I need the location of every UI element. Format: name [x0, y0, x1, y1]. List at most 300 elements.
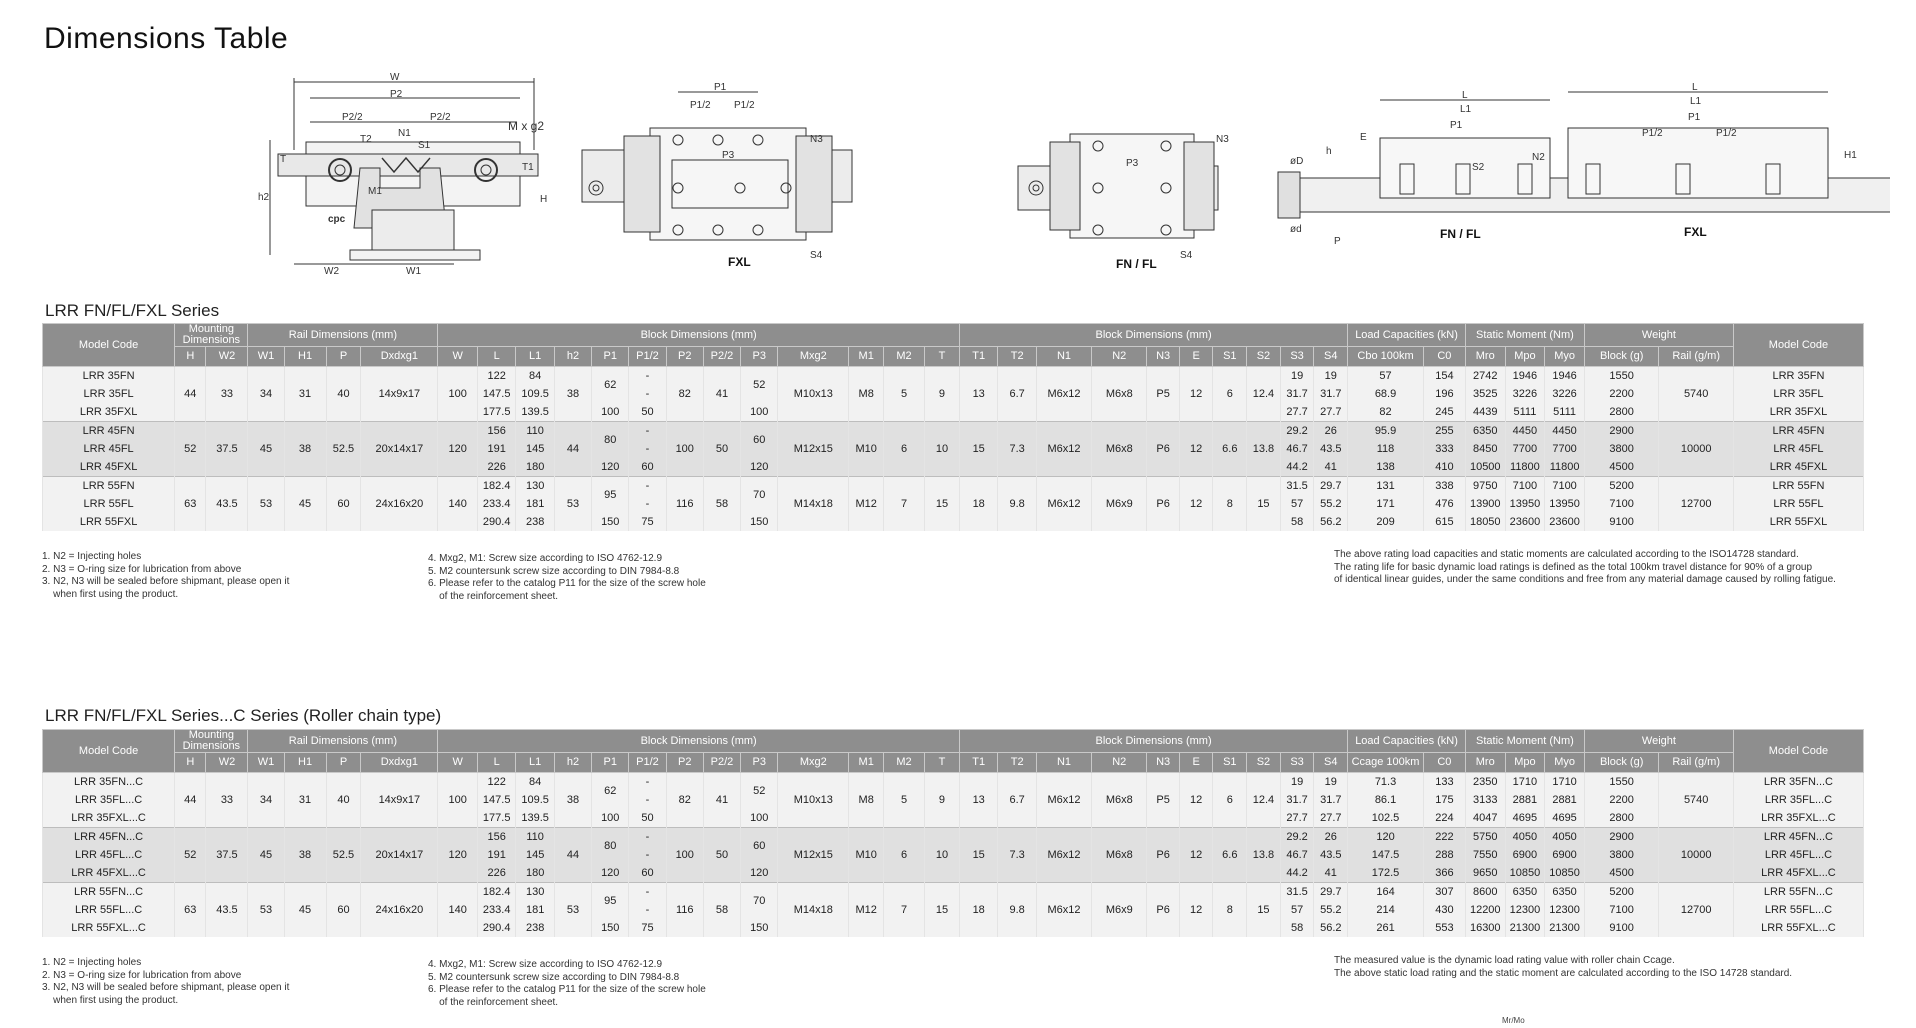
header-col-26: S2 [1247, 347, 1281, 367]
note-line: 2. N3 = O-ring size for lubrication from above [42, 563, 242, 575]
dimensions-table-2 [42, 729, 1864, 937]
note-line: 5. M2 countersunk screw size according to DIN 7984-8.8 [428, 971, 680, 983]
header-col-1: W2 [206, 753, 248, 773]
model-code-cell-right: LRR 45FN...C [1733, 828, 1863, 847]
header-col-4: P [326, 347, 361, 367]
cell-L: 226 [477, 864, 515, 883]
cell-Mro: 4047 [1465, 809, 1505, 828]
cell-C0: 476 [1423, 495, 1465, 513]
cell-P: 52.5 [326, 828, 361, 883]
dim-label-P2-half-left: P2/2 [342, 112, 363, 123]
header-col-21: N1 [1036, 753, 1091, 773]
dim-label-P2-half-right: P2/2 [430, 112, 451, 123]
front-view-drawing [258, 72, 547, 277]
cell-W2: 33 [206, 773, 248, 828]
cell-block-weight: 2800 [1584, 809, 1659, 828]
cell-S3: 19 [1280, 367, 1314, 386]
cell-S4: 31.7 [1314, 791, 1348, 809]
cell-Dxdxg1: 20x14x17 [361, 422, 438, 477]
cell-L: 156 [477, 422, 515, 441]
cell-W1: 53 [248, 477, 284, 532]
dim-label-d: ød [1290, 224, 1302, 235]
cell-S1: 6.6 [1213, 828, 1247, 883]
cell-P2: 116 [666, 477, 703, 532]
cell-L1: 130 [516, 477, 554, 496]
cell-T2: 9.8 [998, 883, 1036, 938]
cell-C0: 307 [1423, 883, 1465, 902]
cell-h2: 38 [554, 773, 591, 828]
cell-S3: 27.7 [1280, 403, 1314, 422]
cell-S4: 26 [1314, 422, 1348, 441]
cell-C0: 410 [1423, 458, 1465, 477]
header-col-30: C0 [1423, 347, 1465, 367]
cell-P1-half: - [629, 367, 666, 386]
cell-N3: P5 [1147, 367, 1179, 422]
cell-C0: 154 [1423, 367, 1465, 386]
header-col-25: S1 [1213, 347, 1247, 367]
cell-Mro: 3133 [1465, 791, 1505, 809]
cell-Mro: 18050 [1465, 513, 1505, 531]
cell-T2: 6.7 [998, 773, 1036, 828]
cell-Myo: 10850 [1545, 864, 1585, 883]
cell-S3: 19 [1280, 773, 1314, 792]
cell-Mxg2: M10x13 [778, 367, 849, 422]
header-col-9: h2 [554, 753, 591, 773]
model-code-cell-right: LRR 55FL...C [1733, 901, 1863, 919]
cell-S3: 31.7 [1280, 385, 1314, 403]
cell-L1: 130 [516, 883, 554, 902]
cell-W: 140 [438, 477, 478, 532]
header-col-30: C0 [1423, 753, 1465, 773]
header-col-35: Rail (g/m) [1659, 347, 1734, 367]
cell-Dxdxg1: 14x9x17 [361, 773, 438, 828]
cell-Mro: 6350 [1465, 422, 1505, 441]
cell-C: 95.9 [1348, 422, 1424, 441]
cell-E: 12 [1179, 422, 1213, 477]
header-col-8: L1 [516, 753, 554, 773]
cell-Mro: 3525 [1465, 385, 1505, 403]
cell-h2: 53 [554, 883, 591, 938]
header-col-17: M2 [884, 753, 925, 773]
cell-L1: 109.5 [516, 385, 554, 403]
note-line: 4. Mxg2, M1: Screw size according to ISO 4762-12.9 [428, 959, 662, 970]
cell-L: 290.4 [477, 919, 515, 937]
cell-S4: 27.7 [1314, 809, 1348, 828]
note-line: when first using the product. [42, 994, 179, 1006]
cell-P3: 120 [741, 458, 778, 477]
cell-Myo: 3226 [1545, 385, 1585, 403]
cell-Mro: 9650 [1465, 864, 1505, 883]
cell-S1: 8 [1213, 883, 1247, 938]
cell-T1: 15 [959, 422, 997, 477]
cell-Myo: 1946 [1545, 367, 1585, 386]
note-line: 1. N2 = Injecting holes [42, 957, 142, 968]
cell-P2-half: 41 [703, 367, 740, 422]
cell-W2: 37.5 [206, 422, 248, 477]
cell-E: 12 [1179, 883, 1213, 938]
header-col-3: H1 [284, 753, 326, 773]
header-col-25: S1 [1213, 753, 1247, 773]
cell-P1-half: - [629, 422, 666, 441]
cell-block-weight: 2800 [1584, 403, 1659, 422]
cell-P: 40 [326, 773, 361, 828]
header-col-16: M1 [849, 347, 884, 367]
cell-C0: 333 [1423, 440, 1465, 458]
cell-N2: M6x8 [1092, 773, 1147, 828]
cell-S4: 55.2 [1314, 901, 1348, 919]
cell-M2: 5 [884, 773, 925, 828]
cell-W1: 34 [248, 773, 284, 828]
cell-P1: 120 [592, 864, 629, 883]
cell-P1: 120 [592, 458, 629, 477]
header-col-35: Rail (g/m) [1659, 753, 1734, 773]
model-code-cell: LRR 35FXL...C [43, 809, 175, 828]
model-code-cell: LRR 55FL...C [43, 901, 175, 919]
cell-L: 191 [477, 440, 515, 458]
header-mounting: Mounting Dimensions [175, 324, 248, 347]
cell-N1: M6x12 [1036, 422, 1091, 477]
dim-label-S2: S2 [1472, 162, 1485, 173]
cell-N1: M6x12 [1036, 477, 1091, 532]
header-col-17: M2 [884, 347, 925, 367]
header-col-22: N2 [1092, 347, 1147, 367]
cell-P2-half: 50 [703, 422, 740, 477]
cell-rail-weight: 12700 [1659, 477, 1734, 532]
dim-label-P1-fxl: P1 [1688, 112, 1701, 123]
fn-top-view-drawing [1018, 134, 1229, 271]
cell-L: 156 [477, 828, 515, 847]
cell-S4: 26 [1314, 828, 1348, 847]
cell-L: 177.5 [477, 403, 515, 422]
cell-block-weight: 7100 [1584, 495, 1659, 513]
cell-L: 182.4 [477, 477, 515, 496]
table1-title: LRR FN/FL/FXL Series [45, 301, 220, 320]
cell-E: 12 [1179, 477, 1213, 532]
cell-S4: 41 [1314, 864, 1348, 883]
dim-label-T: T [280, 154, 287, 165]
header-block-2: Block Dimensions (mm) [959, 730, 1347, 753]
header-col-24: E [1179, 347, 1213, 367]
header-rail: Rail Dimensions (mm) [248, 324, 438, 347]
cell-W1: 34 [248, 367, 284, 422]
cell-Myo: 6350 [1545, 883, 1585, 902]
cell-C: 118 [1348, 440, 1424, 458]
header-col-5: Dxdxg1 [361, 347, 438, 367]
table2-notes-right [1334, 955, 1792, 980]
cell-T: 10 [924, 828, 959, 883]
cell-Mpo: 7100 [1505, 477, 1545, 496]
cell-C: 147.5 [1348, 846, 1424, 864]
cell-rail-weight: 5740 [1659, 367, 1734, 422]
page-title: Dimensions Table [44, 22, 289, 55]
dim-label-E: E [1360, 132, 1367, 143]
header-load: Load Capacities (kN) [1348, 730, 1466, 753]
cell-P1-half: - [629, 440, 666, 458]
cell-S4: 19 [1314, 773, 1348, 792]
cell-Myo: 7100 [1545, 477, 1585, 496]
cell-P1: 95 [592, 477, 629, 514]
cell-block-weight: 2900 [1584, 828, 1659, 847]
cell-N3: P6 [1147, 477, 1179, 532]
cell-Mpo: 4050 [1505, 828, 1545, 847]
cell-M2: 7 [884, 883, 925, 938]
cell-S3: 57 [1280, 495, 1314, 513]
cell-W2: 33 [206, 367, 248, 422]
cell-Myo: 7700 [1545, 440, 1585, 458]
dim-label-N3: N3 [810, 134, 823, 145]
header-rail: Rail Dimensions (mm) [248, 730, 438, 753]
cell-C: 57 [1348, 367, 1424, 386]
cell-Mpo: 1946 [1505, 367, 1545, 386]
cell-E: 12 [1179, 367, 1213, 422]
cell-C: 138 [1348, 458, 1424, 477]
cell-S4: 56.2 [1314, 919, 1348, 937]
header-col-10: P1 [592, 753, 629, 773]
cell-L: 233.4 [477, 901, 515, 919]
header-col-33: Myo [1545, 753, 1585, 773]
cell-P1: 150 [592, 513, 629, 531]
cell-T1: 15 [959, 828, 997, 883]
cell-M2: 5 [884, 367, 925, 422]
fn-caption: FN / FL [1116, 257, 1157, 271]
cell-H1: 38 [284, 828, 326, 883]
note-line: of the reinforcement sheet. [428, 590, 559, 602]
header-col-23: N3 [1147, 753, 1179, 773]
cell-S4: 29.7 [1314, 477, 1348, 496]
cell-P3: 150 [741, 513, 778, 531]
dim-label-S4-fn: S4 [1180, 250, 1193, 261]
dim-label-L1-fxl: L1 [1690, 96, 1702, 107]
cell-P1-half: - [629, 791, 666, 809]
header-col-9: h2 [554, 347, 591, 367]
header-col-12: P2 [666, 753, 703, 773]
dim-label-P1-half-a: P1/2 [690, 100, 711, 111]
cell-Mpo: 1710 [1505, 773, 1545, 792]
header-col-4: P [326, 753, 361, 773]
cell-Mpo: 12300 [1505, 901, 1545, 919]
cell-P2: 100 [666, 828, 703, 883]
cell-P2: 100 [666, 422, 703, 477]
table-row [43, 773, 1864, 792]
header-col-16: M1 [849, 753, 884, 773]
cell-Mpo: 7700 [1505, 440, 1545, 458]
cell-S2: 12.4 [1247, 773, 1281, 828]
cell-P1-half: - [629, 477, 666, 496]
cell-H1: 38 [284, 422, 326, 477]
header-col-13: P2/2 [703, 347, 740, 367]
note-line: of identical linear guides, under the same conditions and free from any material damage caused by rolling fatigue. [1334, 574, 1836, 586]
cell-M1: M12 [849, 883, 884, 938]
dim-label-P-side: P [1334, 236, 1341, 247]
cell-W: 140 [438, 883, 478, 938]
cell-S1: 6 [1213, 367, 1247, 422]
table2-notes-left [42, 957, 289, 1007]
cell-W2: 43.5 [206, 477, 248, 532]
cell-E: 12 [1179, 828, 1213, 883]
model-code-cell-right: LRR 55FN...C [1733, 883, 1863, 902]
header-col-11: P1/2 [629, 347, 666, 367]
cell-P1-half: - [629, 883, 666, 902]
cpc-logo: cpc [328, 214, 346, 225]
header-mounting: Mounting Dimensions [175, 730, 248, 753]
cell-Myo: 1710 [1545, 773, 1585, 792]
cell-block-weight: 4500 [1584, 458, 1659, 477]
header-col-3: H1 [284, 347, 326, 367]
cell-Mpo: 3226 [1505, 385, 1545, 403]
cell-C: 214 [1348, 901, 1424, 919]
header-col-11: P1/2 [629, 753, 666, 773]
cell-T: 9 [924, 773, 959, 828]
cell-Mro: 8450 [1465, 440, 1505, 458]
cell-L1: 181 [516, 495, 554, 513]
dim-label-D: øD [1290, 156, 1304, 167]
cell-P1: 62 [592, 773, 629, 810]
cell-P2-half: 50 [703, 828, 740, 883]
cell-H1: 45 [284, 477, 326, 532]
header-col-0: H [175, 753, 206, 773]
cell-N1: M6x12 [1036, 828, 1091, 883]
cell-W1: 45 [248, 422, 284, 477]
cell-M2: 7 [884, 477, 925, 532]
cell-L: 290.4 [477, 513, 515, 531]
cell-C0: 175 [1423, 791, 1465, 809]
dim-label-S1: S1 [418, 140, 431, 151]
header-col-14: P3 [741, 753, 778, 773]
cell-P1: 80 [592, 828, 629, 865]
model-code-cell: LRR 35FL...C [43, 791, 175, 809]
note-line: The above static load rating and the static moment are calculated according to the ISO 14728 standard. [1334, 967, 1793, 979]
cell-Dxdxg1: 14x9x17 [361, 367, 438, 422]
model-code-cell-right: LRR 55FL [1733, 495, 1863, 513]
cell-Mro: 5750 [1465, 828, 1505, 847]
cell-P2: 116 [666, 883, 703, 938]
cell-Myo: 11800 [1545, 458, 1585, 477]
cell-L1: 180 [516, 458, 554, 477]
cell-H: 44 [175, 367, 206, 422]
cell-P1-half: 50 [629, 809, 666, 828]
dim-label-H1-side: H1 [1844, 150, 1857, 161]
cell-T2: 7.3 [998, 828, 1036, 883]
cell-Mpo: 4450 [1505, 422, 1545, 441]
cell-N1: M6x12 [1036, 367, 1091, 422]
header-weight: Weight [1584, 730, 1733, 753]
model-code-cell: LRR 35FXL [43, 403, 175, 422]
cell-E: 12 [1179, 773, 1213, 828]
cell-S4: 27.7 [1314, 403, 1348, 422]
cell-Mro: 16300 [1465, 919, 1505, 937]
cell-N2: M6x9 [1092, 883, 1147, 938]
fxl-top-view-drawing [582, 82, 852, 269]
model-code-cell: LRR 55FXL...C [43, 919, 175, 937]
cell-W: 100 [438, 773, 478, 828]
footer-mark: Mr/Mo [1502, 1016, 1525, 1025]
cell-C: 164 [1348, 883, 1424, 902]
dim-label-P1-half-fxl-b: P1/2 [1716, 128, 1737, 139]
cell-N2: M6x8 [1092, 422, 1147, 477]
header-load: Load Capacities (kN) [1348, 324, 1466, 347]
cell-M1: M10 [849, 828, 884, 883]
cell-L1: 110 [516, 828, 554, 847]
cell-P3: 70 [741, 477, 778, 514]
cell-L: 177.5 [477, 809, 515, 828]
cell-L1: 84 [516, 367, 554, 386]
table-row [43, 422, 1864, 441]
cell-P2: 82 [666, 367, 703, 422]
header-col-6: W [438, 753, 478, 773]
note-line: The above rating load capacities and static moments are calculated according to the ISO14728 standard. [1334, 549, 1799, 560]
cell-S3: 44.2 [1280, 864, 1314, 883]
cell-L: 226 [477, 458, 515, 477]
cell-P1-half: 50 [629, 403, 666, 422]
cell-L: 122 [477, 367, 515, 386]
cell-T: 15 [924, 477, 959, 532]
fxl-caption: FXL [728, 255, 751, 269]
header-static: Static Moment (Nm) [1465, 730, 1584, 753]
header-col-22: N2 [1092, 753, 1147, 773]
header-model-code: Model Code [43, 324, 175, 367]
model-code-cell: LRR 45FN...C [43, 828, 175, 847]
cell-W: 120 [438, 422, 478, 477]
cell-S3: 31.5 [1280, 883, 1314, 902]
cell-L1: 84 [516, 773, 554, 792]
cell-N1: M6x12 [1036, 883, 1091, 938]
cell-P1: 62 [592, 367, 629, 404]
cell-T1: 13 [959, 773, 997, 828]
header-col-28: S4 [1314, 347, 1348, 367]
cell-L1: 139.5 [516, 403, 554, 422]
note-line: 2. N3 = O-ring size for lubrication from above [42, 969, 242, 981]
note-line: The rating life for basic dynamic load ratings is defined as the total 100km travel distance for 90% of a group [1334, 561, 1813, 573]
cell-S3: 46.7 [1280, 846, 1314, 864]
header-col-23: N3 [1147, 347, 1179, 367]
model-code-cell-right: LRR 45FN [1733, 422, 1863, 441]
cell-C: 131 [1348, 477, 1424, 496]
cell-Dxdxg1: 20x14x17 [361, 828, 438, 883]
header-col-10: P1 [592, 347, 629, 367]
note-line: 6. Please refer to the catalog P11 for the size of the screw hole [428, 984, 706, 996]
cell-Mpo: 13950 [1505, 495, 1545, 513]
cell-P1-half: 75 [629, 513, 666, 531]
table1-notes-right [1334, 549, 1836, 587]
cell-L: 233.4 [477, 495, 515, 513]
header-col-26: S2 [1247, 753, 1281, 773]
cell-P: 52.5 [326, 422, 361, 477]
dim-label-W: W [390, 72, 400, 83]
dim-label-H: H [540, 194, 548, 205]
cell-Mro: 7550 [1465, 846, 1505, 864]
cell-L: 191 [477, 846, 515, 864]
dim-label-L-fn: L [1462, 90, 1468, 101]
header-static: Static Moment (Nm) [1465, 324, 1584, 347]
header-col-5: Dxdxg1 [361, 753, 438, 773]
cell-P1: 150 [592, 919, 629, 937]
note-line: 3. N2, N3 will be sealed before shipmant, please open it [42, 982, 290, 994]
cell-Mpo: 11800 [1505, 458, 1545, 477]
cell-L1: 145 [516, 440, 554, 458]
cell-Mpo: 4695 [1505, 809, 1545, 828]
header-col-33: Myo [1545, 347, 1585, 367]
cell-P3: 52 [741, 367, 778, 404]
cell-P2-half: 58 [703, 477, 740, 532]
cell-block-weight: 9100 [1584, 513, 1659, 531]
dim-label-T1: T1 [522, 162, 534, 173]
cell-Mpo: 2881 [1505, 791, 1545, 809]
cell-M1: M8 [849, 367, 884, 422]
note-line: 4. Mxg2, M1: Screw size according to ISO 4762-12.9 [428, 553, 662, 564]
cell-Dxdxg1: 24x16x20 [361, 883, 438, 938]
cell-P1-half: - [629, 828, 666, 847]
dim-label-S4: S4 [810, 250, 823, 261]
